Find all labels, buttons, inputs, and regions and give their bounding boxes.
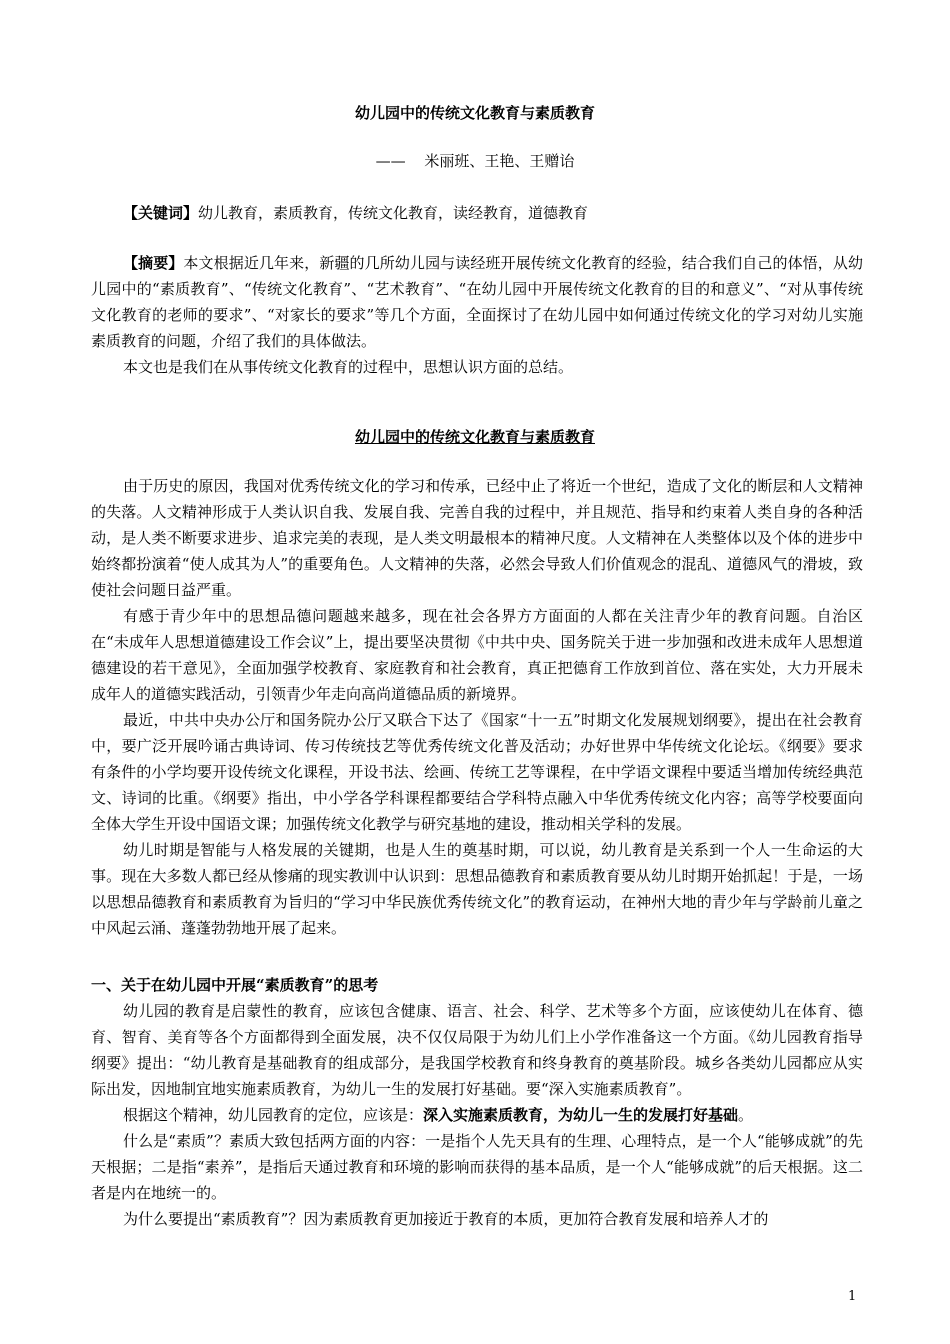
section-heading-1: 一、关于在幼儿园中开展“素质教育”的思考 [91, 976, 379, 994]
authors-dash: —— [375, 152, 406, 170]
body-paragraph: 幼儿时期是智能与人格发展的关键期，也是人生的奠基时期，可以说，幼儿教育是关系到一个人一生命运的大事。现在大多数人都已经从惨痛的现实教训中认识到：思想品德教育和素质教育要从幼儿时期开始抓起！于是，一场以思想品德教育和素质教育为旨归的“学习中华民族优秀传统文化”的教育运动，在神州大地的青少年与学龄前儿童之中风起云涌、蓬蓬勃勃地开展了起来。 [91, 841, 863, 937]
abstract-label: 【摘要】 [123, 254, 184, 272]
keywords-text: 幼儿教育，素质教育，传统文化教育，读经教育，道德教育 [198, 204, 589, 222]
body-paragraph: 为什么要提出“素质教育”？因为素质教育更加接近于教育的本质，更加符合教育发展和培养人才的 [123, 1210, 769, 1228]
position-paragraph [91, 1102, 863, 1128]
body-paragraph: 什么是“素质”？素质大致包括两方面的内容：一是指个人先天具有的生理、心理特点，是一个人“能够成就”的先天根据；二是指“素养”，是指后天通过教育和环境的影响而获得的基本品质，是一个人“能够成就”的后天根据。这二者是内在地统一的。 [91, 1132, 863, 1202]
keywords-line [123, 202, 863, 224]
body-paragraph: 有感于青少年中的思想品德问题越来越多，现在社会各界方方面面的人都在关注青少年的教育问题。自治区在“未成年人思想道德建设工作会议”上，提出要坚决贯彻《中共中央、国务院关于进一步加强和改进未成年人思想道德建设的若干意见》，全面加强学校教育、家庭教育和社会教育，真正把德育工作放到首位、落在实处，大力开展未成年人的道德实践活动，引领青少年走向高尚道德品质的新境界。 [91, 607, 863, 703]
abstract-paragraph [91, 250, 863, 354]
body-paragraph: 由于历史的原因，我国对优秀传统文化的学习和传承，已经中止了将近一个世纪，造成了文化的断层和人文精神的失落。人文精神形成于人类认识自我、发展自我、完善自我的过程中，并且规范、指导和约束着人类自身的各种活动，是人类不断要求进步、追求完美的表现，是人类文明最根本的精神尺度。人文精神在人类整体以及个体的进步中始终都扮演着“使人成其为人”的重要角色。人文精神的失落，必然会导致人们价值观念的混乱、道德风气的滑坡，致使社会问题日益严重。 [91, 477, 863, 599]
position-suffix: 。 [738, 1106, 754, 1124]
document-title: 幼儿园中的传统文化教育与素质教育 [354, 104, 595, 122]
abstract-text: 本文根据近几年来，新疆的几所幼儿园与读经班开展传统文化教育的经验，结合我们自己的体悟，从幼儿园中的“素质教育”、“传统文化教育”、“艺术教育”、“在幼儿园中开展传统文化教育的目的和意义”、“对从事传统文化教育的老师的要求”、“对家长的要求”等几个方面，全面探讨了在幼儿园中如何通过传统文化的学习对幼儿实施素质教育的问题，介绍了我们的具体做法。 [91, 254, 863, 350]
abstract-block [91, 250, 863, 380]
abstract-note: 本文也是我们在从事传统文化教育的过程中，思想认识方面的总结。 [123, 358, 574, 376]
body-paragraph: 最近，中共中央办公厅和国务院办公厅又联合下达了《国家“十一五”时期文化发展规划纲要》，提出在社会教育中，要广泛开展吟诵古典诗词、传习传统技艺等优秀传统文化普及活动；办好世界中华传统文化论坛。《纲要》要求有条件的小学均要开设传统文化课程，开设书法、绘画、传统工艺等课程，在中学语文课程中要适当增加传统经典范文、诗词的比重。《纲要》指出，中小学各学科课程都要结合学科特点融入中华优秀传统文化内容；高等学校要面向全体大学生开设中国语文课；加强传统文化教学与研究基地的建设，推动相关学科的发展。 [91, 711, 863, 833]
authors-names: 米丽班、王艳、王赠诒 [424, 152, 575, 170]
body-paragraph: 幼儿园的教育是启蒙性的教育，应该包含健康、语言、社会、科学、艺术等多个方面，应该使幼儿在体育、德育、智育、美育等各个方面都得到全面发展，决不仅仅局限于为幼儿们上小学作准备这一个方面。《幼儿园教育指导纲要》提出：“幼儿教育是基础教育的组成部分，是我国学校教育和终身教育的奠基阶段。城乡各类幼儿园都应从实际出发，因地制宜地实施素质教育，为幼儿一生的发展打好基础。要“深入实施素质教育”。 [91, 1002, 863, 1098]
authors-line [0, 150, 950, 172]
intro-body [91, 473, 863, 941]
position-prefix: 根据这个精神，幼儿园教育的定位，应该是： [123, 1106, 424, 1124]
section-title: 幼儿园中的传统文化教育与素质教育 [354, 428, 595, 446]
position-bold: 深入实施素质教育，为幼儿一生的发展打好基础 [423, 1106, 739, 1124]
page-number: 1 [848, 1289, 857, 1304]
section-1-body [91, 998, 863, 1232]
keywords-label: 【关键词】 [123, 204, 199, 222]
